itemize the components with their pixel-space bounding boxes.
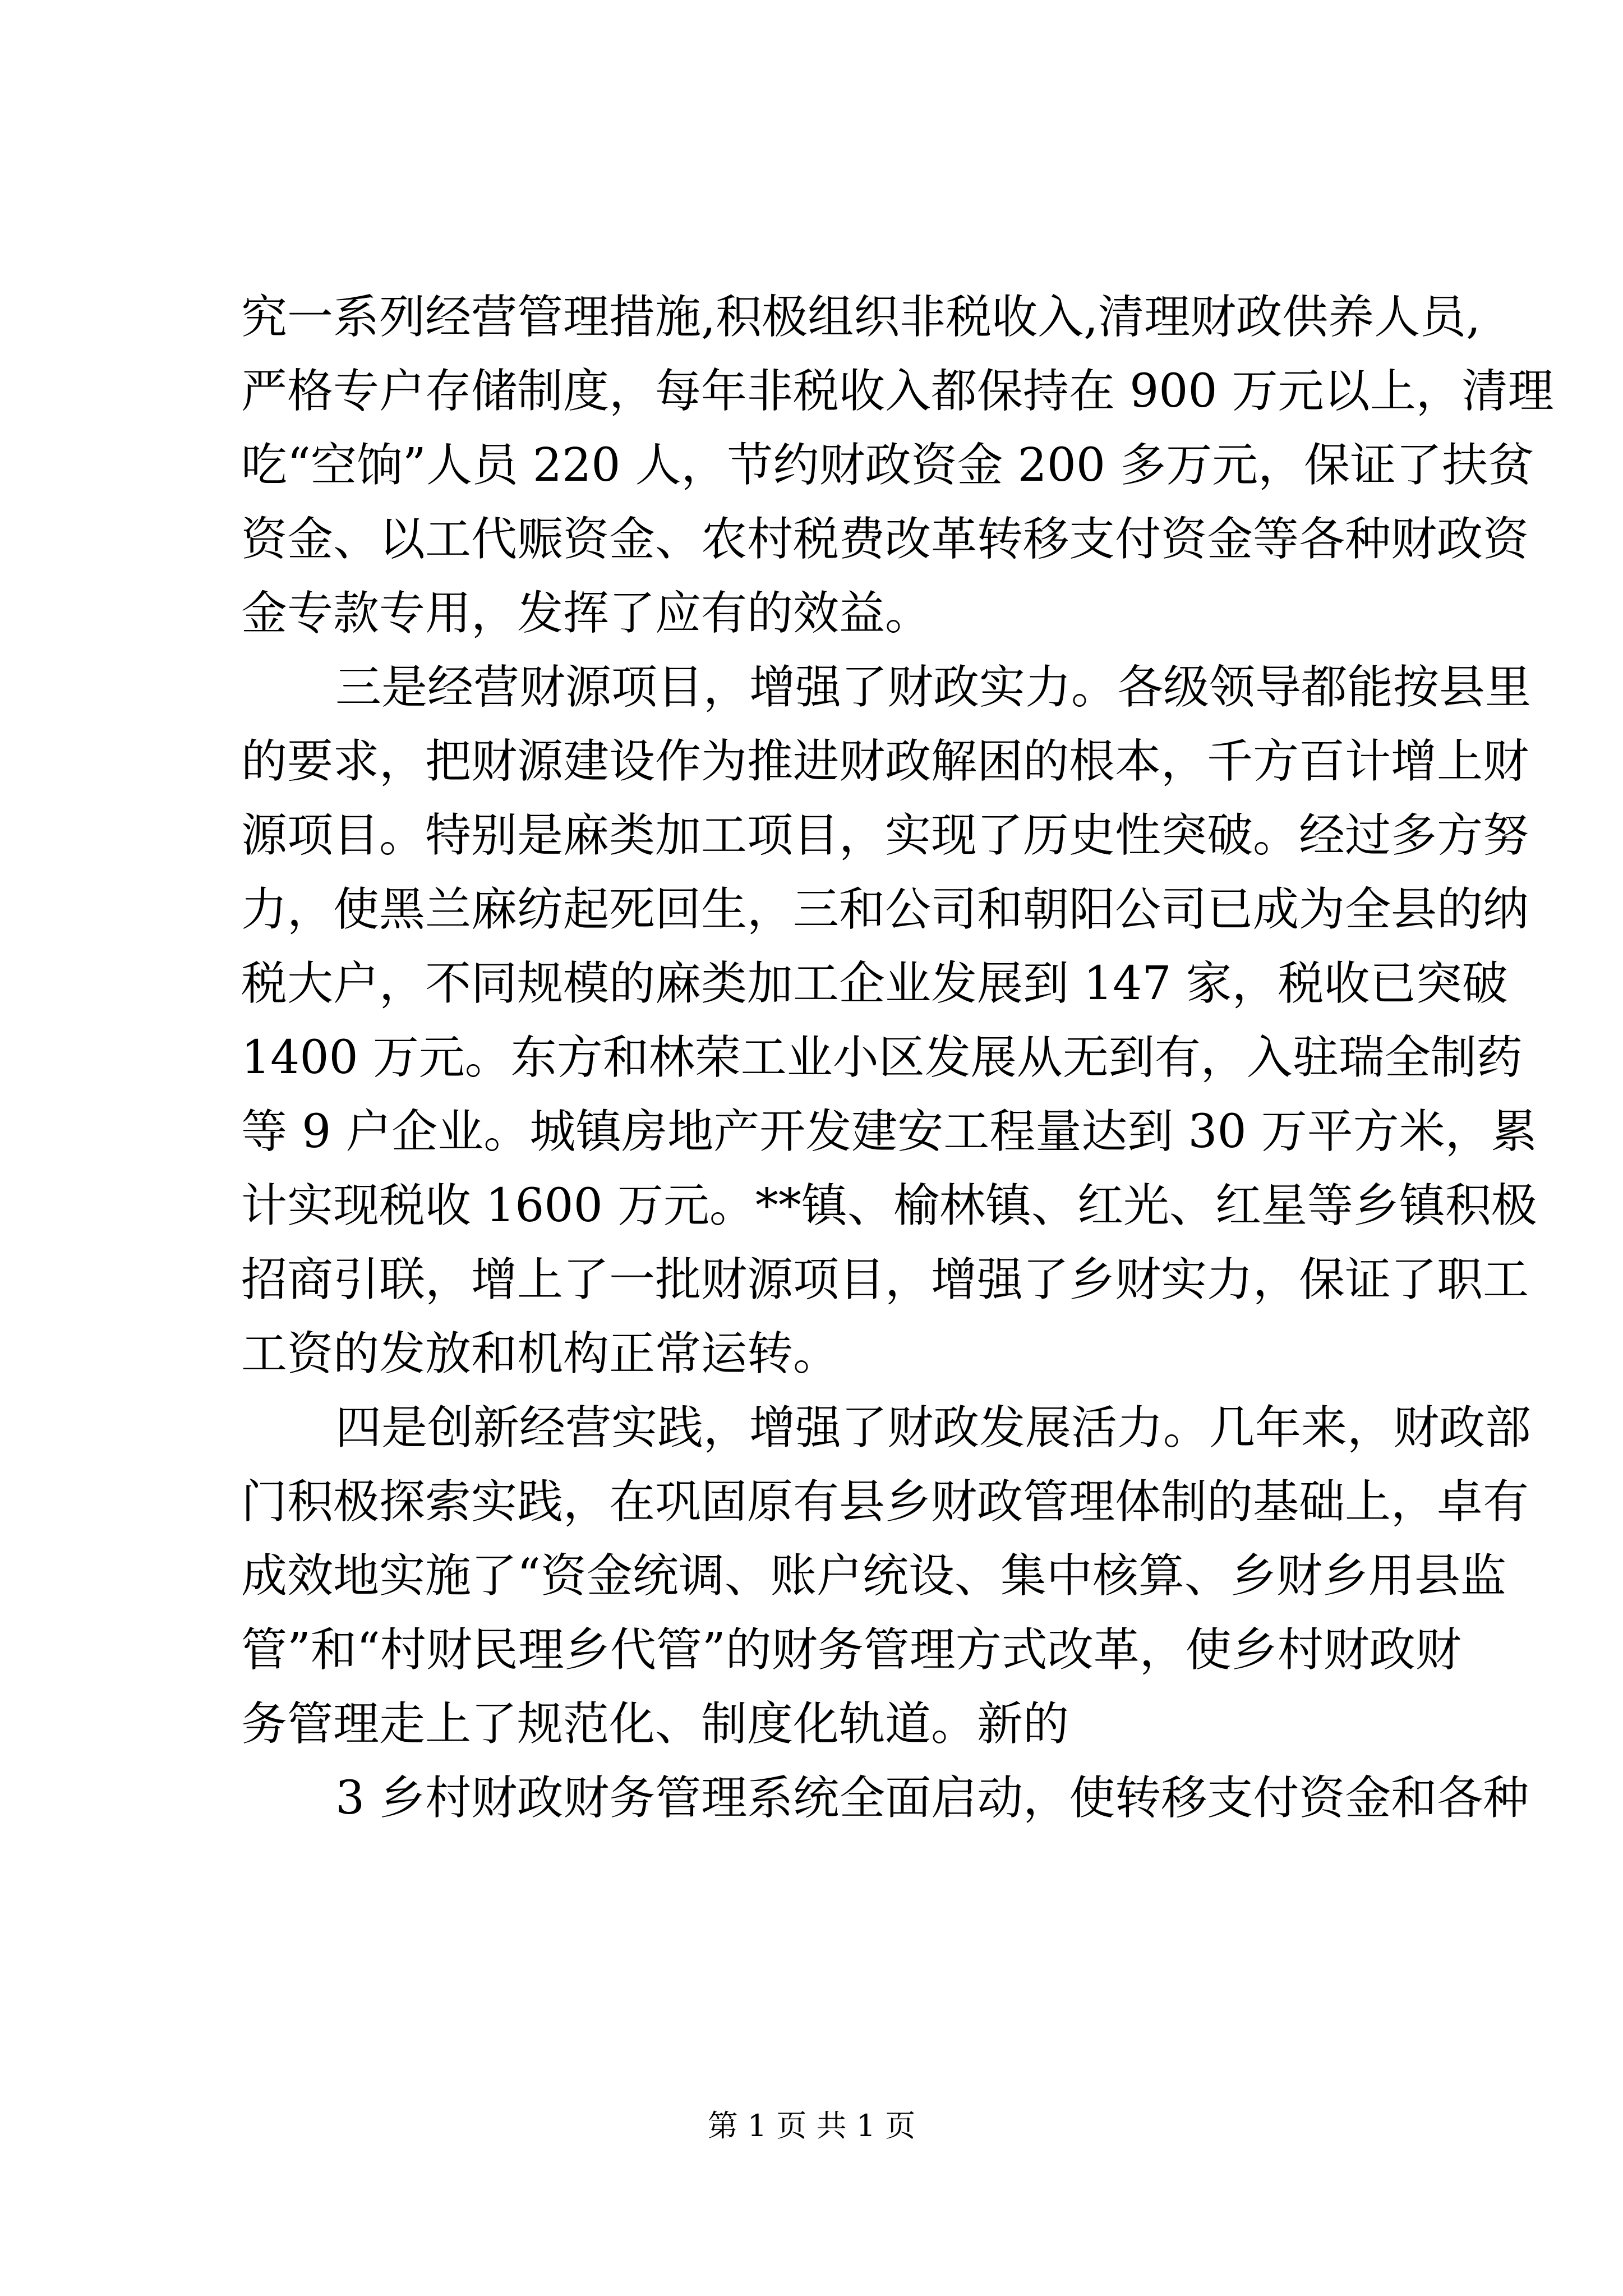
paragraph-4-line-1: 3 乡村财政财务管理系统全面启动，使转移支付资金和各种 — [335, 1772, 1529, 1825]
paragraph-2-line-2: 的要求，把财源建设作为推进财政解困的根本，千方百计增上财 — [241, 735, 1529, 788]
paragraph-2-line-6: 1400 万元。东方和林荣工业小区发展从无到有，入驻瑞全制药 — [241, 1031, 1523, 1084]
paragraph-1-line-4: 资金、以工代赈资金、农村税费改革转移支付资金等各种财政资 — [241, 513, 1529, 566]
paragraph-2-line-7: 等 9 户企业。城镇房地产开发建安工程量达到 30 万平方米，累 — [241, 1105, 1537, 1158]
paragraph-3-line-2: 门积极探索实践，在巩固原有县乡财政管理体制的基础上，卓有 — [241, 1475, 1529, 1529]
paragraph-2-line-3: 源项目。特别是麻类加工项目，实现了历史性突破。经过多方努 — [241, 809, 1529, 862]
paragraph-3-line-5: 务管理走上了规范化、制度化轨道。新的 — [241, 1697, 1069, 1751]
paragraph-2-line-1: 三是经营财源项目，增强了财政实力。各级领导都能按县里 — [335, 661, 1532, 714]
document-body — [241, 280, 1554, 1835]
paragraph-3-line-3: 成效地实施了“资金统调、账户统设、集中核算、乡财乡用县监 — [241, 1549, 1506, 1603]
paragraph-2-line-4: 力，使黑兰麻纺起死回生，三和公司和朝阳公司已成为全县的纳 — [241, 883, 1529, 936]
paragraph-3-line-4: 管”和“村财民理乡代管”的财务管理方式改革，使乡村财政财 — [241, 1623, 1461, 1677]
paragraph-3-line-1: 四是创新经营实践，增强了财政发展活力。几年来，财政部 — [335, 1401, 1532, 1455]
paragraph-2-line-9: 招商引联，增上了一批财源项目，增强了乡财实力，保证了职工 — [241, 1253, 1529, 1306]
paragraph-1-line-2: 严格专户存储制度，每年非税收入都保持在 900 万元以上，清理 — [241, 365, 1554, 418]
page-footer — [0, 2106, 1623, 2146]
paragraph-1-line-3: 吃“空饷”人员 220 人，节约财政资金 200 多万元，保证了扶贫 — [241, 439, 1534, 492]
paragraph-2-line-5: 税大户，不同规模的麻类加工企业发展到 147 家，税收已突破 — [241, 957, 1508, 1010]
paragraph-1-line-5: 金专款专用，发挥了应有的效益。 — [241, 587, 932, 640]
paragraph-2-line-10: 工资的发放和机构正常运转。 — [241, 1327, 840, 1381]
page-number-label: 第 1 页 共 1 页 — [707, 2108, 916, 2143]
paragraph-2-line-8: 计实现税收 1600 万元。**镇、榆林镇、红光、红星等乡镇积极 — [241, 1179, 1537, 1232]
paragraph-1-line-1: 究一系列经营管理措施,积极组织非税收入,清理财政供养人员, — [241, 291, 1481, 344]
